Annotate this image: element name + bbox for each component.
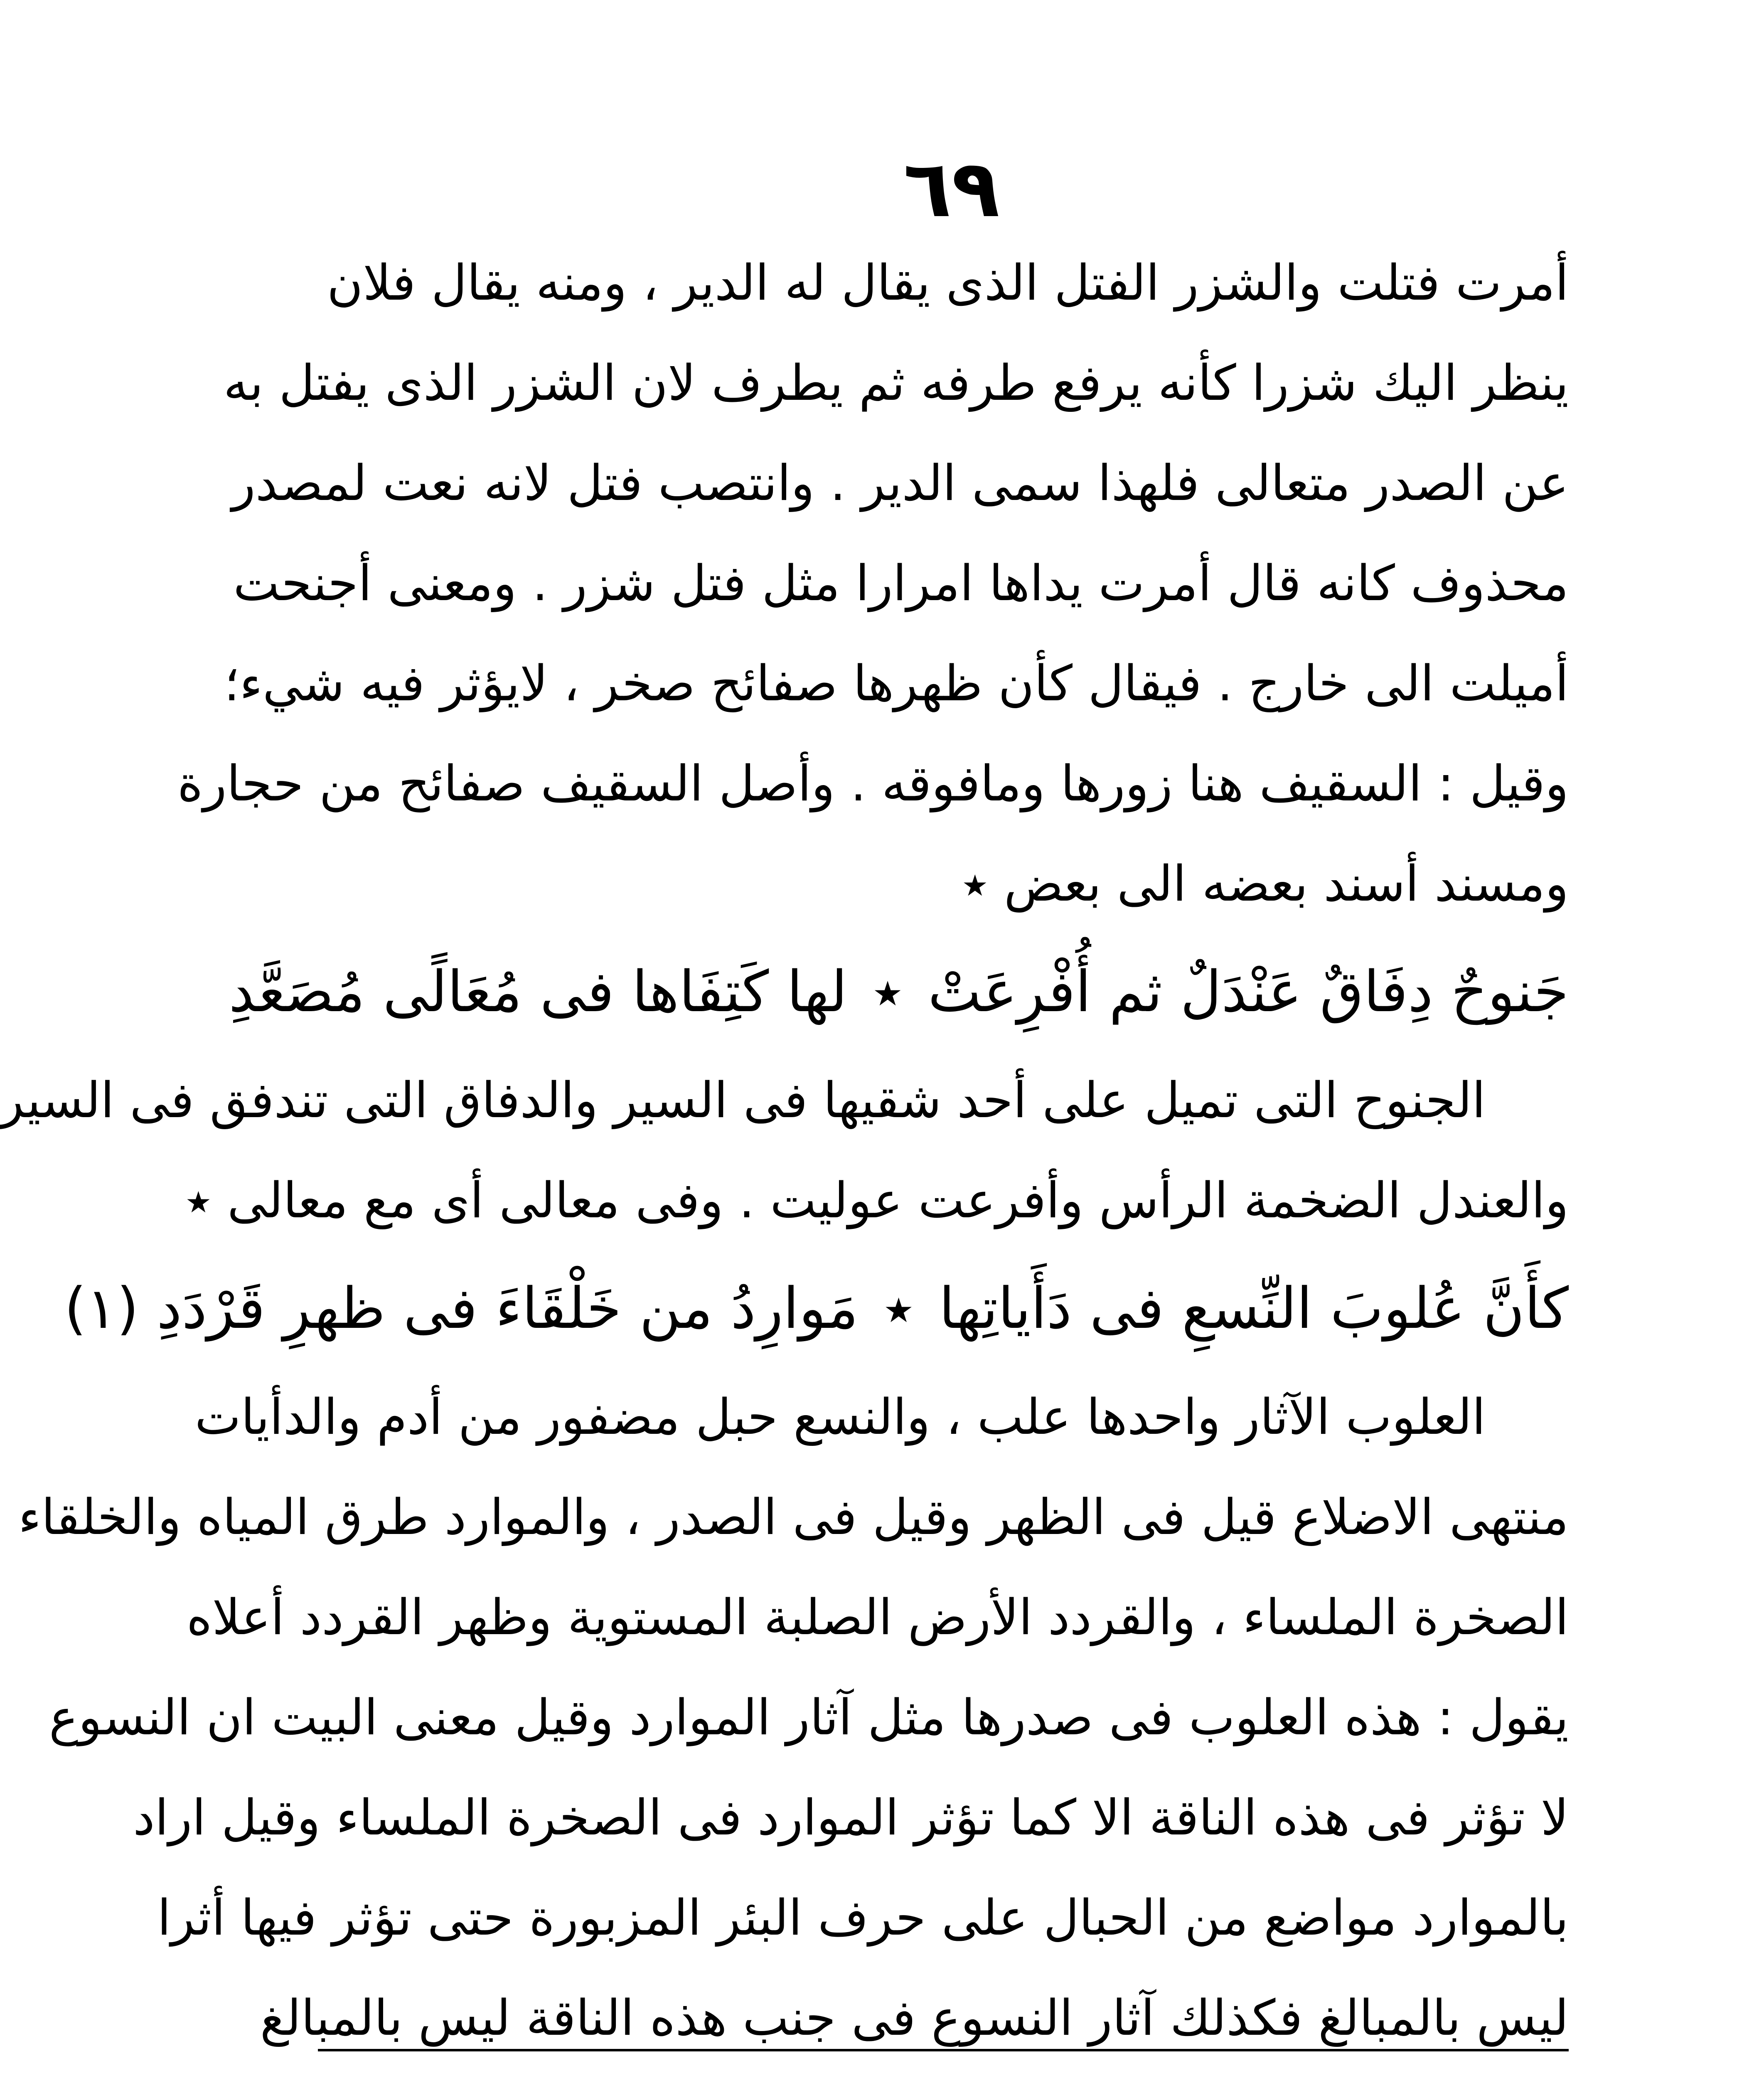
text-line: ينظر اليك شزرا كأنه يرفع طرفه ثم يطرف لان الشزر الذى يفتل به <box>223 354 1569 411</box>
verse-separator: ٭ <box>883 1276 914 1342</box>
text-line: والعندل الضخمة الرأس وأفرعت عوليت . وفى معالى أى مع معالى ٭ <box>185 1172 1569 1229</box>
verse-hemistich-left: مَوارِدُ من خَلْقَاءَ فى ظهرِ قَرْدَدِ (١) <box>64 1276 859 1342</box>
text-line: أمرت فتلت والشزر الفتل الذى يقال له الدير ، ومنه يقال فلان <box>327 254 1569 311</box>
poem-verse-1 <box>229 934 1569 1050</box>
poem-verse-2 <box>64 1251 1569 1367</box>
verse-hemistich-right: جَنوحٌ دِفَاقٌ عَنْدَلٌ ثم أُفْرِعَتْ <box>928 959 1569 1025</box>
text-line: الصخرة الملساء ، والقردد الأرض الصلبة المستوية وظهر القردد أعلاه <box>186 1588 1569 1646</box>
text-line: ومسند أسند بعضه الى بعض ٭ <box>962 855 1569 912</box>
text-line: يقول : هذه العلوب فى صدرها مثل آثار الموارد وقيل معنى البيت ان النسوع <box>49 1689 1569 1746</box>
main-text <box>0 233 1569 2078</box>
text-line: محذوف كانه قال أمرت يداها امرارا مثل فتل شزر . ومعنى أجنحت <box>233 554 1569 612</box>
footnote-line <box>335 2074 1569 2078</box>
text-line: منتهى الاضلاع قيل فى الظهر وقيل فى الصدر ، والموارد طرق المياه والخلقاء <box>18 1488 1569 1546</box>
paragraph-3 <box>18 1367 1569 2078</box>
footnote <box>335 2074 1569 2078</box>
paragraph-1 <box>177 233 1569 934</box>
text-line: عن الصدر متعالى فلهذا سمى الدير . وانتصب فتل لانه نعت لمصدر <box>231 454 1569 512</box>
text-line: لا تؤثر فى هذه الناقة الا كما تؤثر الموارد فى الصخرة الملساء وقيل اراد <box>133 1789 1569 1846</box>
footnote-divider <box>318 2049 1569 2051</box>
verse-hemistich-left: لها كَتِفَاها فى مُعَالًى مُصَعَّدِ <box>229 959 847 1025</box>
text-line: بالموارد مواضع من الحبال على حرف البئر المزبورة حتى تؤثر فيها أثرا <box>157 1889 1569 1946</box>
verse-hemistich-right: كأَنَّ عُلوبَ النِّسعِ فى دَأَياتِها <box>939 1276 1569 1342</box>
verse-separator: ٭ <box>872 959 903 1025</box>
text-line: وقيل : السقيف هنا زورها ومافوقه . وأصل السقيف صفائح من حجارة <box>177 755 1569 812</box>
text-line: الجنوح التى تميل على أحد شقيها فى السير والدفاق التى تندفق فى السير <box>0 1071 1486 1129</box>
text-line: ليس بالمبالغ فكذلك آثار النسوع فى جنب هذه الناقة ليس بالمبالغ <box>260 1989 1569 2046</box>
page-number: ٦٩ <box>903 143 1000 235</box>
text-line: العلوب الآثار واحدها علب ، والنسع حبل مضفور من أدم والدأيات <box>194 1388 1486 1445</box>
text-line: أميلت الى خارج . فيقال كأن ظهرها صفائح صخر ، لايؤثر فيه شيء؛ <box>224 655 1569 712</box>
paragraph-2 <box>0 1050 1569 1251</box>
